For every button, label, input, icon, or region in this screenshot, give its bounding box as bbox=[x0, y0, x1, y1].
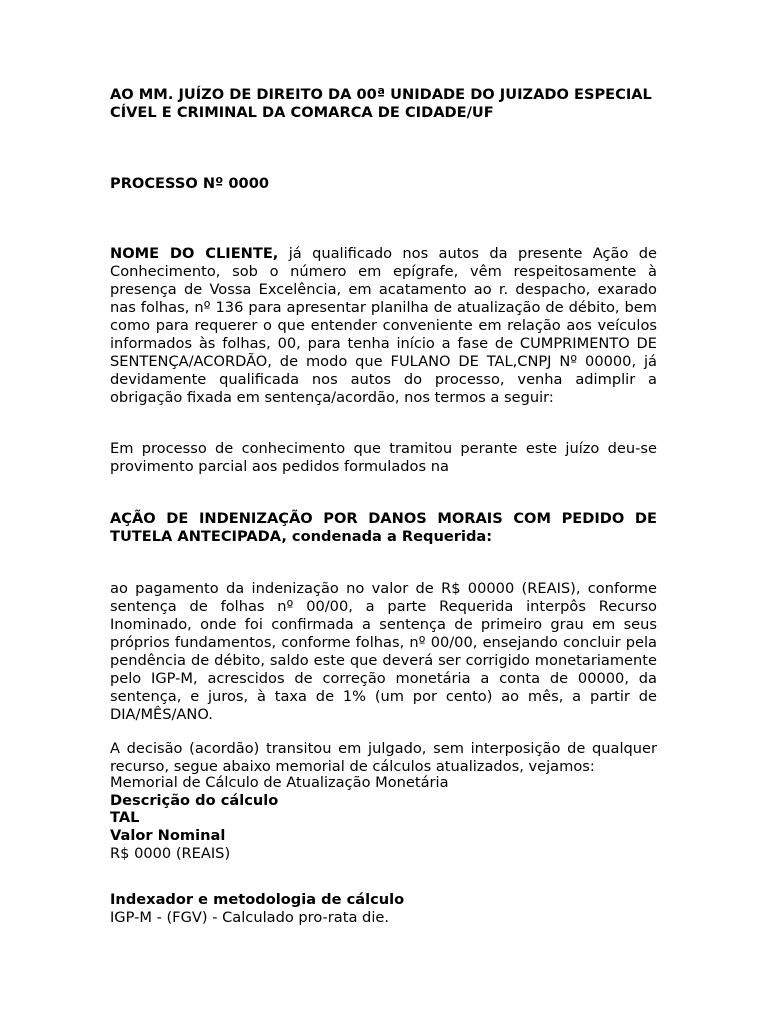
memorial-title: Memorial de Cálculo de Atualização Monetária bbox=[110, 774, 449, 791]
description-value: TAL bbox=[110, 809, 140, 826]
indexer-label: Indexador e metodologia de cálculo bbox=[110, 891, 405, 908]
nominal-value: R$ 0000 (REAIS) bbox=[110, 845, 231, 862]
indexer-value: IGP-M - (FGV) - Calculado pro-rata die. bbox=[110, 909, 389, 926]
court-heading bbox=[110, 86, 657, 122]
description-label: Descrição do cálculo bbox=[110, 792, 279, 809]
action-paragraph bbox=[110, 510, 657, 546]
action-title: AÇÃO DE INDENIZAÇÃO POR DANOS MORAIS COM PEDIDO DE TUTELA ANTECIPADA bbox=[110, 510, 657, 545]
intro-text: já qualificado nos autos da presente Ação de Conhecimento, sob o número em epígrafe, vêm respeitosamente à presença de Vossa Excelência, em acatamento ao r. despacho, exarado nas folhas, nº 136 para apresentar planilha de atualização de débito, bem como para requerer o que entender conveniente em relação aos veículos informados às folhas, 00, para tenha início a fase de CUMPRIMENTO DE SENTENÇA/ACORDÃO, de modo que FULANO DE TAL,CNPJ Nº 00000, já devidamente qualificada nos autos do processo, venha adimplir a obrigação fixada em sentença/acordão, nos termos a seguir: bbox=[110, 245, 657, 406]
intro-paragraph bbox=[110, 245, 657, 407]
court-heading-line1: AO MM. JUÍZO DE DIREITO DA 00ª UNIDADE DO JUIZADO ESPECIAL bbox=[110, 86, 652, 103]
action-rest: , condenada a Requerida: bbox=[281, 528, 493, 545]
decision-paragraph: A decisão (acordão) transitou em julgado, sem interposição de qualquer recurso, segue abaixo memorial de cálculos atualizados, vejamos: bbox=[110, 740, 657, 775]
knowledge-paragraph: Em processo de conhecimento que tramitou perante este juízo deu-se provimento parcial aos pedidos formulados na bbox=[110, 440, 657, 475]
nominal-label: Valor Nominal bbox=[110, 827, 226, 844]
payment-paragraph: ao pagamento da indenização no valor de R$ 00000 (REAIS), conforme sentença de folhas nº 00/00, a parte Requerida interpôs Recurso Inominado, onde foi confirmada a sentença de primeiro grau em seus próprios fundamentos, conforme folhas, nº 00/00, ensejando concluir pela pendência de débito, saldo este que deverá ser corrigido monetariamente pelo IGP-M, acrescidos de correção monetária a conta de 00000, da sentença, e juros, à taxa de 1% (um por cento) ao mês, a partir de DIA/MÊS/ANO. bbox=[110, 580, 657, 723]
process-number: PROCESSO Nº 0000 bbox=[110, 175, 270, 192]
client-name: NOME DO CLIENTE, bbox=[110, 245, 279, 262]
court-heading-line2: CÍVEL E CRIMINAL DA COMARCA DE CIDADE/UF bbox=[110, 104, 494, 121]
